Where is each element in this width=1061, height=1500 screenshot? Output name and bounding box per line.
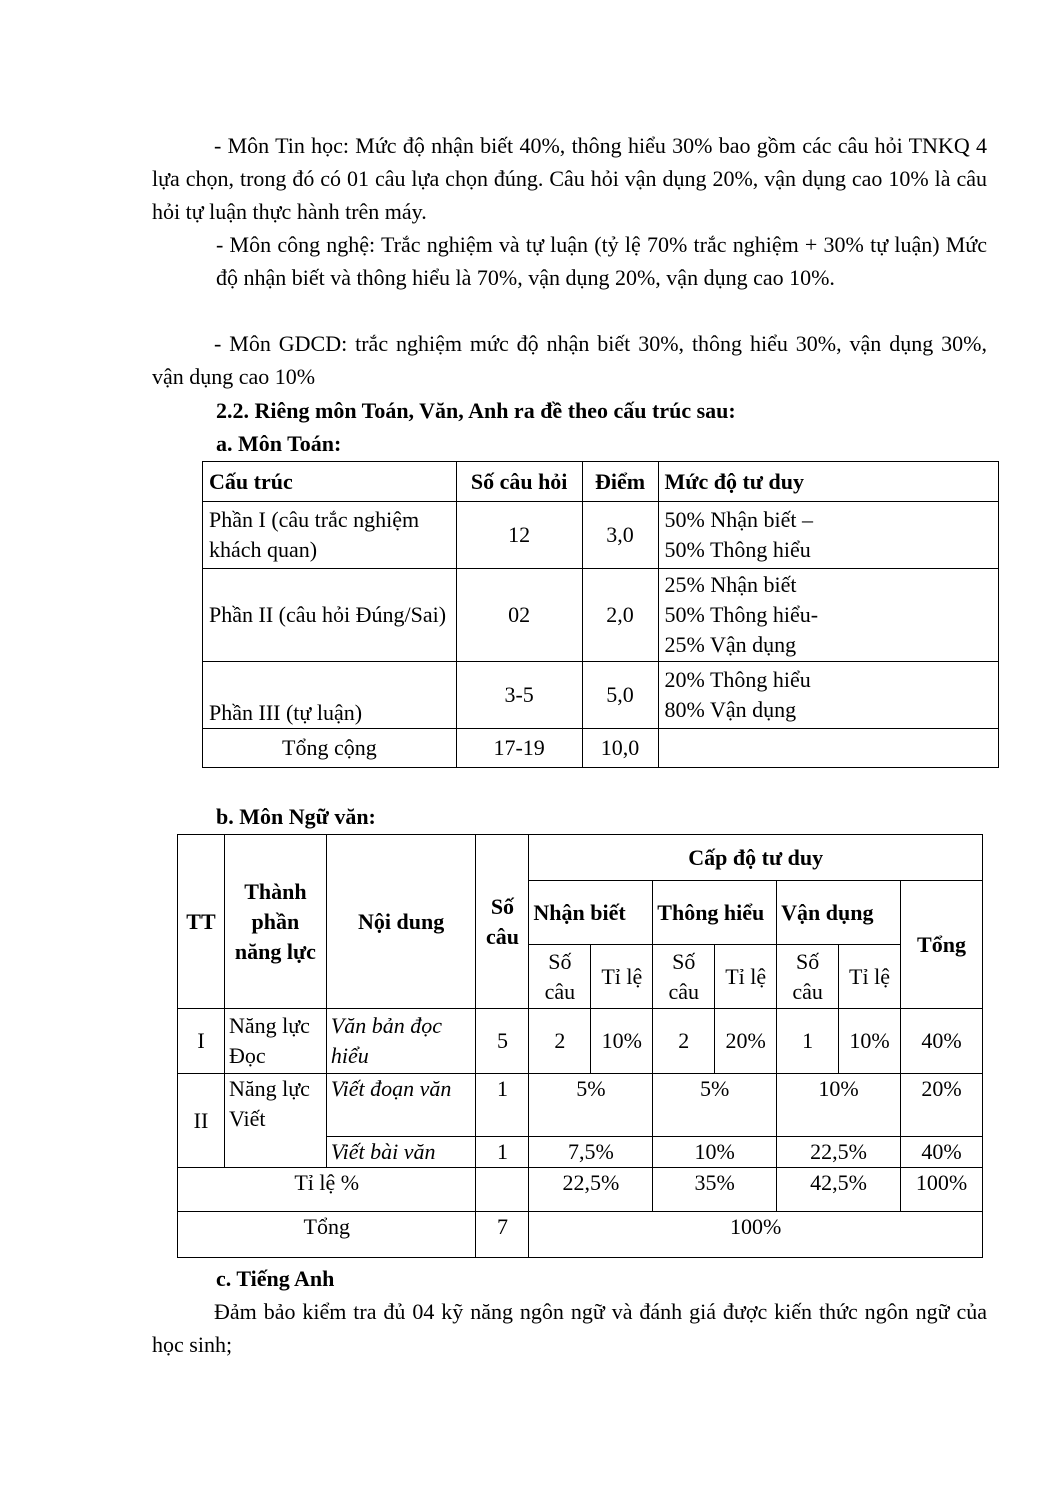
lit-th-count: 2 [653,1009,715,1074]
math-total-empty [658,729,998,768]
section-heading: 2.2. Riêng môn Toán, Văn, Anh ra đề theo cấu trúc sau: [216,398,736,423]
lit-header-recognize: Nhận biết [529,881,653,945]
lit-header-competence: Thành phần năng lực [224,835,326,1009]
lit-header-total: Tổng [901,881,983,1009]
lit-row-reading [178,1009,983,1074]
level-line: 50% Nhận biết – [664,507,813,532]
lit-sub-ratio: Tỉ lệ [591,945,653,1009]
literature-structure-table [177,834,983,1258]
lit-nb-cell: 7,5% [529,1137,653,1168]
math-header-points: Điểm [582,462,658,502]
lit-nb-cell: 5% [529,1074,653,1137]
math-structure-table [202,461,999,768]
lit-sub-ratio: Tỉ lệ [715,945,777,1009]
lit-nb-count: 2 [529,1009,591,1074]
math-levels-cell [658,662,998,729]
lit-competence-cell: Năng lực Đọc [224,1009,326,1074]
lit-ratio-vd: 42,5% [777,1168,901,1212]
lit-vd-count: 1 [777,1009,839,1074]
lit-th-cell: 10% [653,1137,777,1168]
lit-header-apply: Vận dụng [777,881,901,945]
math-row [203,502,999,569]
level-line: 50% Thông hiểu [664,537,811,562]
lit-content-cell: Văn bản đọc hiểu [326,1009,476,1074]
lit-sub-count: Số câu [529,945,591,1009]
lit-total-cell: 40% [901,1137,983,1168]
lit-ratio-nb: 22,5% [529,1168,653,1212]
math-points-cell: 5,0 [582,662,658,729]
lit-vd-ratio: 10% [839,1009,901,1074]
lit-header-understand: Thông hiểu [653,881,777,945]
lit-sub-count: Số câu [777,945,839,1009]
lit-header-tt: TT [178,835,225,1009]
math-levels-cell [658,502,998,569]
lit-vd-cell: 22,5% [777,1137,901,1168]
math-questions-cell: 3-5 [456,662,582,729]
level-line: 50% Thông hiểu- [664,602,819,627]
lit-content-cell: Viết bài văn [326,1137,476,1168]
math-part-cell: Phần III (tự luận) [203,662,457,729]
math-part-cell: Phần I (câu trắc nghiệm khách quan) [203,502,457,569]
math-row [203,569,999,662]
lit-tt-cell: II [178,1074,225,1168]
math-points-cell: 3,0 [582,502,658,569]
lit-th-ratio: 20% [715,1009,777,1074]
lit-total-cell: 40% [901,1009,983,1074]
math-total-questions: 17-19 [456,729,582,768]
paragraph-tin-hoc: - Môn Tin học: Mức độ nhận biết 40%, thông hiểu 30% bao gồm các câu hỏi TNKQ 4 lựa chọn, trong đó có 01 câu lựa chọn đúng. Câu hỏi vận dụng 20%, vận dụng cao 10% là câu hỏi tự luận thực hành trên máy. [152,133,987,224]
math-total-row [203,729,999,768]
math-header-levels: Mức độ tư duy [658,462,998,502]
lit-nb-ratio: 10% [591,1009,653,1074]
lit-header-content: Nội dung [326,835,476,1009]
lit-ratio-label: Tỉ lệ % [178,1168,476,1212]
heading-english: c. Tiếng Anh [216,1266,335,1291]
lit-sub-ratio: Tỉ lệ [839,945,901,1009]
lit-content-cell: Viết đoạn văn [326,1074,476,1137]
math-total-points: 10,0 [582,729,658,768]
level-line: 20% Thông hiểu [664,667,811,692]
level-line: 25% Vận dụng [664,632,797,657]
math-row [203,662,999,729]
level-line: 25% Nhận biết [664,572,797,597]
lit-count-cell: 5 [476,1009,529,1074]
lit-total-count: 7 [476,1212,529,1258]
math-header-questions: Số câu hỏi [456,462,582,502]
paragraph-english: Đảm bảo kiểm tra đủ 04 kỹ năng ngôn ngữ và đánh giá được kiến thức ngôn ngữ của học sinh; [152,1299,987,1357]
lit-ratio-row [178,1168,983,1212]
paragraph-cong-nghe: - Môn công nghệ: Trắc nghiệm và tự luận (tỷ lệ 70% trắc nghiệm + 30% tự luận) Mức độ nhận biết và thông hiểu là 70%, vận dụng 20%, vận dụng cao 10%. [216,232,987,290]
lit-tt-cell: I [178,1009,225,1074]
math-header-row [203,462,999,502]
math-points-cell: 2,0 [582,569,658,662]
lit-competence-cell: Năng lực Viết [224,1074,326,1168]
lit-ratio-empty [476,1168,529,1212]
math-questions-cell: 12 [456,502,582,569]
math-questions-cell: 02 [456,569,582,662]
lit-total-label: Tổng [178,1212,476,1258]
lit-total-row [178,1212,983,1258]
lit-th-cell: 5% [653,1074,777,1137]
lit-count-cell: 1 [476,1137,529,1168]
math-part-cell: Phần II (câu hỏi Đúng/Sai) [203,569,457,662]
lit-sub-count: Số câu [653,945,715,1009]
math-total-label: Tổng cộng [203,729,457,768]
math-levels-cell [658,569,998,662]
paragraph-gdcd: - Môn GDCD: trắc nghiệm mức độ nhận biết 30%, thông hiểu 30%, vận dụng 30%, vận dụng cao 10% [152,331,987,389]
heading-literature: b. Môn Ngữ văn: [216,804,376,829]
lit-header-count: Số câu [476,835,529,1009]
lit-count-cell: 1 [476,1074,529,1137]
lit-ratio-total: 100% [901,1168,983,1212]
lit-total-cell: 20% [901,1074,983,1137]
lit-header-row-1 [178,835,983,881]
level-line: 80% Vận dụng [664,697,797,722]
lit-vd-cell: 10% [777,1074,901,1137]
math-header-structure: Cấu trúc [203,462,457,502]
lit-ratio-th: 35% [653,1168,777,1212]
lit-header-levels: Cấp độ tư duy [529,835,983,881]
heading-math: a. Môn Toán: [216,431,342,456]
lit-row-writing-paragraph [178,1074,983,1137]
lit-total-value: 100% [529,1212,983,1258]
